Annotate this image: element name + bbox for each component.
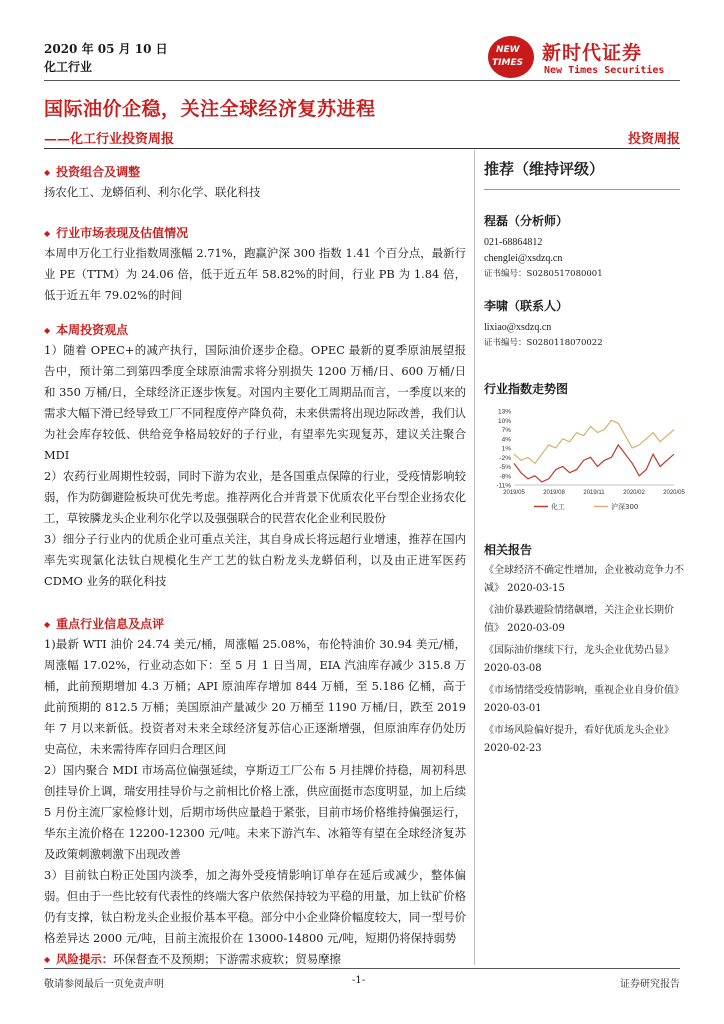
rating: 推荐（维持评级） (484, 160, 605, 178)
risk-warning (44, 949, 466, 970)
main-column (44, 162, 466, 970)
chart-svg (484, 407, 685, 525)
bullet-icon: ◆ (44, 228, 51, 238)
chart-heading: 行业指数走势图 (484, 382, 569, 396)
legend-label: 化工 (551, 503, 565, 511)
page-number: -1- (352, 975, 366, 986)
related-report-date: 2020-03-15 (504, 583, 565, 594)
related-report-item[interactable] (484, 642, 684, 678)
section-heading-market (44, 223, 466, 243)
series-line-hs300 (514, 420, 674, 463)
report-title: 国际油价企稳，关注全球经济复苏进程 (44, 98, 376, 120)
related-reports-heading: 相关报告 (484, 543, 533, 557)
related-report-title: 《国际油价继续下行，龙头企业优势凸显》 (484, 645, 674, 656)
related-report-date: 2020-02-23 (484, 743, 542, 754)
bullet-icon: ◆ (44, 619, 51, 629)
related-report-item[interactable] (484, 682, 684, 718)
related-report-title: 《油价暴跌避险情绪飙增，关注企业长期价值》 (484, 605, 674, 634)
logo-cn-text: 新时代证券 (542, 42, 643, 64)
views-paragraph-3: 3）细分子行业内的优质企业可重点关注，其自身成长将远超行业增速，推荐在国内率先实现氯化法钛白规模化生产工艺的钛白粉龙头龙蟒佰利，以及由正进军医药 CDMO 业务的联化科技 (44, 532, 466, 588)
related-report-item[interactable] (484, 562, 684, 598)
analyst-phone: 021-68864812 (484, 237, 543, 248)
portfolio-text: 扬农化工、龙蟒佰利、利尔化学、联化科技 (44, 185, 261, 199)
logo-mark-icon (488, 36, 534, 78)
contact-name: 李啸（联系人） (484, 299, 569, 313)
y-tick-label: 7% (501, 427, 511, 434)
section-heading-text: 重点行业信息及点评 (56, 617, 165, 631)
y-tick-label: -11% (496, 482, 511, 490)
x-tick-label: 2019/11 (583, 490, 605, 496)
risk-text: 环保督查不及预期；下游需求疲软；贸易摩擦 (113, 952, 341, 966)
risk-label: 风险提示： (56, 952, 114, 966)
y-tick-label: -8% (499, 473, 511, 481)
market-text: 本周申万化工行业指数周涨幅 2.71%，跑赢沪深 300 指数 1.41 个百分点，最新行业 PE（TTM）为 24.06 倍，低于近五年 58.82%的时间，行业 PB 为 1.84 倍，低于近五年 79.02%的时间 (44, 246, 466, 302)
logo-mark-word-1: NEW (496, 45, 520, 55)
legend-label: 沪深300 (611, 503, 639, 511)
footer-disclaimer: 敬请参阅最后一页免责声明 (44, 979, 164, 990)
analyst-cert: 证书编号：S0280517080001 (484, 269, 603, 279)
analyst-name: 程磊（分析师） (484, 214, 569, 228)
title-divider (44, 148, 680, 149)
related-report-title: 《市场风险偏好提升，看好优质龙头企业》 (484, 725, 674, 736)
related-report-title: 《市场情绪受疫情影响，重视企业自身价值》 (484, 685, 684, 696)
x-tick-label: 2019/05 (503, 490, 525, 496)
logo-mark-word-2: TIMES (492, 58, 524, 68)
footer-divider (44, 968, 680, 969)
section-heading-views (44, 320, 466, 340)
contact-cert: 证书编号：S0280118070022 (484, 338, 603, 348)
section-heading-portfolio (44, 162, 466, 182)
section-heading-text: 行业市场表现及估值情况 (56, 226, 189, 240)
y-tick-label: 4% (501, 436, 511, 444)
x-tick-label: 2019/08 (543, 490, 565, 496)
related-reports-list (484, 562, 684, 758)
report-date: 2020 年 05 月 10 日 (44, 42, 168, 56)
related-report-date: 2020-03-08 (484, 663, 542, 674)
report-subtitle: ——化工行业投资周报 (44, 132, 175, 147)
related-report-title: 《全球经济不确定性增加，企业被动竞争力不减》 (484, 565, 684, 594)
y-tick-label: -2% (499, 454, 511, 462)
y-tick-label: 1% (501, 445, 511, 453)
section-heading-text: 投资组合及调整 (56, 165, 141, 179)
related-report-date: 2020-03-09 (504, 623, 565, 634)
footer-report-type: 证券研究报告 (620, 979, 680, 990)
y-tick-label: 10% (497, 417, 511, 425)
sidebar (484, 158, 684, 758)
related-report-item[interactable] (484, 722, 684, 758)
column-divider (474, 150, 475, 965)
x-tick-label: 2020/05 (663, 490, 685, 496)
bullet-icon: ◆ (44, 167, 51, 177)
y-tick-label: 13% (497, 408, 511, 416)
x-tick-label: 2020/02 (623, 490, 645, 496)
related-report-item[interactable] (484, 602, 684, 638)
header-divider (44, 80, 680, 81)
rating-divider (484, 189, 680, 190)
series-line-chemical (514, 445, 674, 482)
bullet-icon: ◆ (44, 325, 51, 335)
views-paragraph-1: 1）随着 OPEC+的减产执行，国际油价逐步企稳。OPEC 最新的夏季原油展望报告中，预计第二到第四季度全球原油需求将分别损失 1200 万桶/日、600 万桶/日和 350 万桶/日，全球经济正逐步恢复。对国内主要化工周期品而言，一季度以来的需求大幅下滑已经导致工厂不同程度停产降负荷，未来供需将出现边际改善，我们认为社会库存较低、供给竞争格局较好的子行业，有望率先实现复苏，建议关注聚合 MDI (44, 343, 466, 462)
section-heading-text: 本周投资观点 (56, 323, 129, 337)
industry-label: 化工行业 (44, 60, 93, 74)
y-tick-label: -5% (499, 464, 511, 471)
bullet-icon: ◆ (44, 955, 51, 964)
news-paragraph-2: 2）国内聚合 MDI 市场高位偏强延续，亨斯迈工厂公布 5 月挂牌价持稳，周初科思创挂导价上调，瑞安用挂导价与之前相比价格上涨，供应面挺市态度明显，加上后续 5 月份主流厂家检修计划，后期市场供应量趋于紧张，目前市场价格维持偏强运行，华东主流价格在 12200-12300 元/吨。未来下游汽车、冰箱等有望在全球经济复苏及政策刺激刺激下出现改善 (44, 763, 466, 861)
index-trend-chart (484, 407, 685, 525)
section-heading-news (44, 614, 466, 634)
logo-en-text: New Times Securities (544, 65, 665, 76)
news-paragraph-3: 3）目前钛白粉正处国内淡季，加之海外受疫情影响订单存在延后或减少，整体偏弱。但由于一些比较有代表性的终端大客户依然保持较为平稳的用量，加上钛矿价格仍有支撑，钛白粉龙头企业报价基本平稳。部分中小企业降价幅度较大，同一型号价格差异达 2000 元/吨，目前主流报价在 13000-14800 元/吨，短期仍将保持弱势 (44, 868, 466, 945)
news-paragraph-1: 1)最新 WTI 油价 24.74 美元/桶，周涨幅 25.08%，布伦特油价 30.94 美元/桶，周涨幅 17.02%，行业动态如下：至 5 月 1 日当周，EIA 汽油库存减少 315.8 万桶，此前预期增加 4.3 万桶；API 原油库存增加 844 万桶，至 5.186 亿桶，高于此前预期的 812.5 万桶；美国原油产量减少 20 万桶至 1190 万桶/日，跌至 2019 年 7 月以来新低。投资者对未来全球经济复苏信心正逐渐增强，但原油库存仍处历史高位，未来需待库存回归合理区间 (44, 637, 466, 756)
related-report-date: 2020-03-01 (484, 703, 542, 714)
company-logo (488, 36, 688, 80)
views-paragraph-2: 2）农药行业周期性较弱，同时下游为农业，是各国重点保障的行业，受疫情影响较弱，作为防御避险板块可优先考虑。推荐两化合并背景下优质农化平台型企业扬农化工，草铵膦龙头企业利尔化学以及强强联合的民营农化企业利民股份 (44, 469, 466, 525)
report-type: 投资周报 (627, 132, 680, 147)
contact-email[interactable]: lixiao@xsdzq.cn (484, 322, 552, 333)
analyst-email[interactable]: chenglei@xsdzq.cn (484, 253, 563, 264)
